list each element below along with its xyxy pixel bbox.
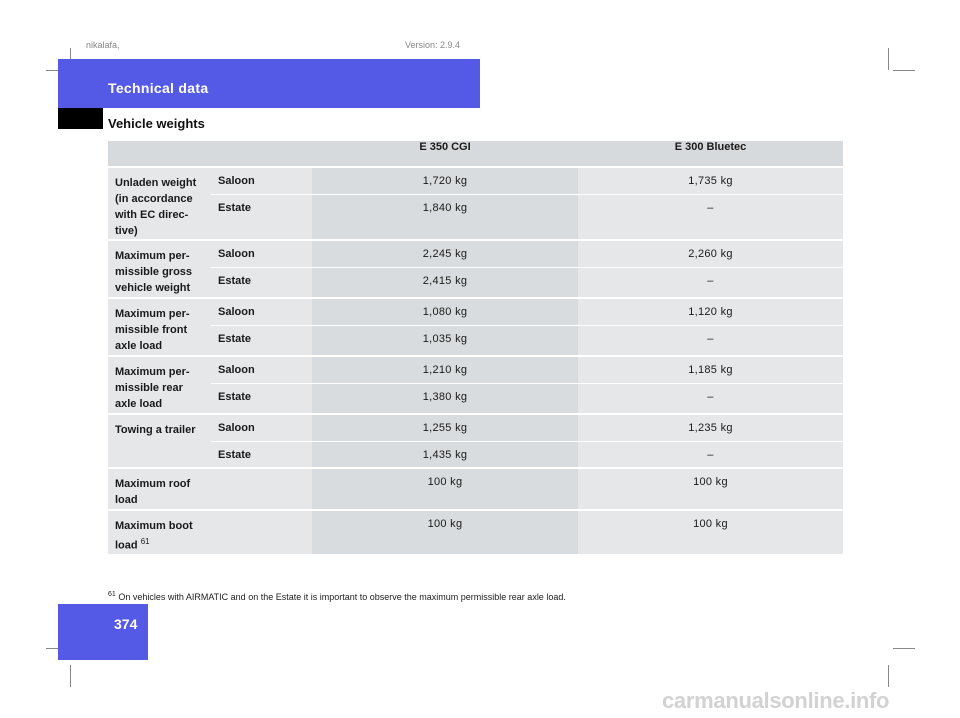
variant-cell — [211, 510, 312, 554]
table-row — [108, 468, 843, 510]
page-number-tab — [58, 604, 148, 660]
table-row — [108, 414, 843, 441]
variant-cell: Estate — [211, 383, 312, 414]
variant-cell: Saloon — [211, 414, 312, 441]
variant-cell: Estate — [211, 194, 312, 240]
group-label: Towing a trailer — [108, 414, 211, 468]
value-cell: 1,435 kg — [312, 441, 578, 468]
value-cell: 1,035 kg — [312, 325, 578, 356]
print-meta-right: Version: 2.9.4 — [405, 40, 461, 50]
table-row — [108, 356, 843, 383]
value-cell: 1,235 kg — [578, 414, 843, 441]
table-row — [108, 194, 843, 240]
value-cell: 1,840 kg — [312, 194, 578, 240]
value-cell: 100 kg — [578, 510, 843, 554]
variant-cell: Estate — [211, 325, 312, 356]
value-cell: – — [578, 383, 843, 414]
footnote-number: 61 — [108, 591, 116, 598]
table-row — [108, 267, 843, 298]
crop-mark — [888, 665, 889, 687]
value-cell: 1,720 kg — [312, 167, 578, 194]
variant-cell — [211, 468, 312, 510]
table-row — [108, 167, 843, 194]
value-cell: 1,255 kg — [312, 414, 578, 441]
footnote-ref: 61 — [140, 537, 150, 546]
footnote — [108, 591, 566, 602]
watermark: carmanualsonline.info — [662, 688, 890, 713]
value-cell: – — [578, 267, 843, 298]
footnote-text: On vehicles with AIRMATIC and on the Estate it is important to observe the maximum permissible rear axle load. — [118, 592, 566, 602]
column-header: E 350 CGI — [419, 141, 471, 153]
variant-cell: Saloon — [211, 240, 312, 267]
value-cell: 1,735 kg — [578, 167, 843, 194]
variant-cell: Saloon — [211, 356, 312, 383]
crop-mark — [888, 48, 889, 70]
variant-cell: Estate — [211, 441, 312, 468]
value-cell: 2,245 kg — [312, 240, 578, 267]
group-label: Unladen weight (in accordance with EC direc-tive) — [108, 167, 211, 240]
value-cell: 100 kg — [578, 468, 843, 510]
crop-mark — [893, 70, 915, 71]
variant-cell: Saloon — [211, 298, 312, 325]
value-cell: 1,185 kg — [578, 356, 843, 383]
value-cell: – — [578, 325, 843, 356]
column-header: E 300 Bluetec — [674, 141, 747, 153]
value-cell: 2,260 kg — [578, 240, 843, 267]
variant-cell: Estate — [211, 267, 312, 298]
group-label: Maximum per-missible front axle load — [108, 298, 211, 356]
value-cell: 1,120 kg — [578, 298, 843, 325]
section-title: Technical data — [108, 80, 209, 96]
value-cell: – — [578, 194, 843, 240]
table-row — [108, 510, 843, 554]
value-cell: 2,415 kg — [312, 267, 578, 298]
table-row — [108, 240, 843, 267]
group-label: Maximum per-missible rear axle load — [108, 356, 211, 414]
table-header-row — [108, 141, 843, 167]
table-row — [108, 441, 843, 468]
crop-mark — [70, 665, 71, 687]
value-cell: – — [578, 441, 843, 468]
print-meta-left: nikalafa, — [86, 40, 120, 50]
crop-mark — [893, 648, 915, 649]
table-row — [108, 383, 843, 414]
heading-marker — [58, 108, 103, 129]
page-heading: Vehicle weights — [108, 116, 205, 131]
value-cell: 1,380 kg — [312, 383, 578, 414]
header-cell-empty — [108, 141, 211, 167]
vehicle-weights-table — [108, 141, 843, 554]
value-cell: 100 kg — [312, 510, 578, 554]
group-label: Maximum per-missible gross vehicle weight — [108, 240, 211, 298]
table-row — [108, 325, 843, 356]
value-cell: 1,210 kg — [312, 356, 578, 383]
group-label: Maximum roof load — [108, 468, 211, 510]
value-cell: 100 kg — [312, 468, 578, 510]
page-number: 374 — [114, 616, 138, 632]
value-cell: 1,080 kg — [312, 298, 578, 325]
variant-cell: Saloon — [211, 167, 312, 194]
group-label: Maximum boot load $^{61}$ — [108, 510, 211, 554]
table-row — [108, 298, 843, 325]
header-cell-empty — [211, 141, 312, 167]
